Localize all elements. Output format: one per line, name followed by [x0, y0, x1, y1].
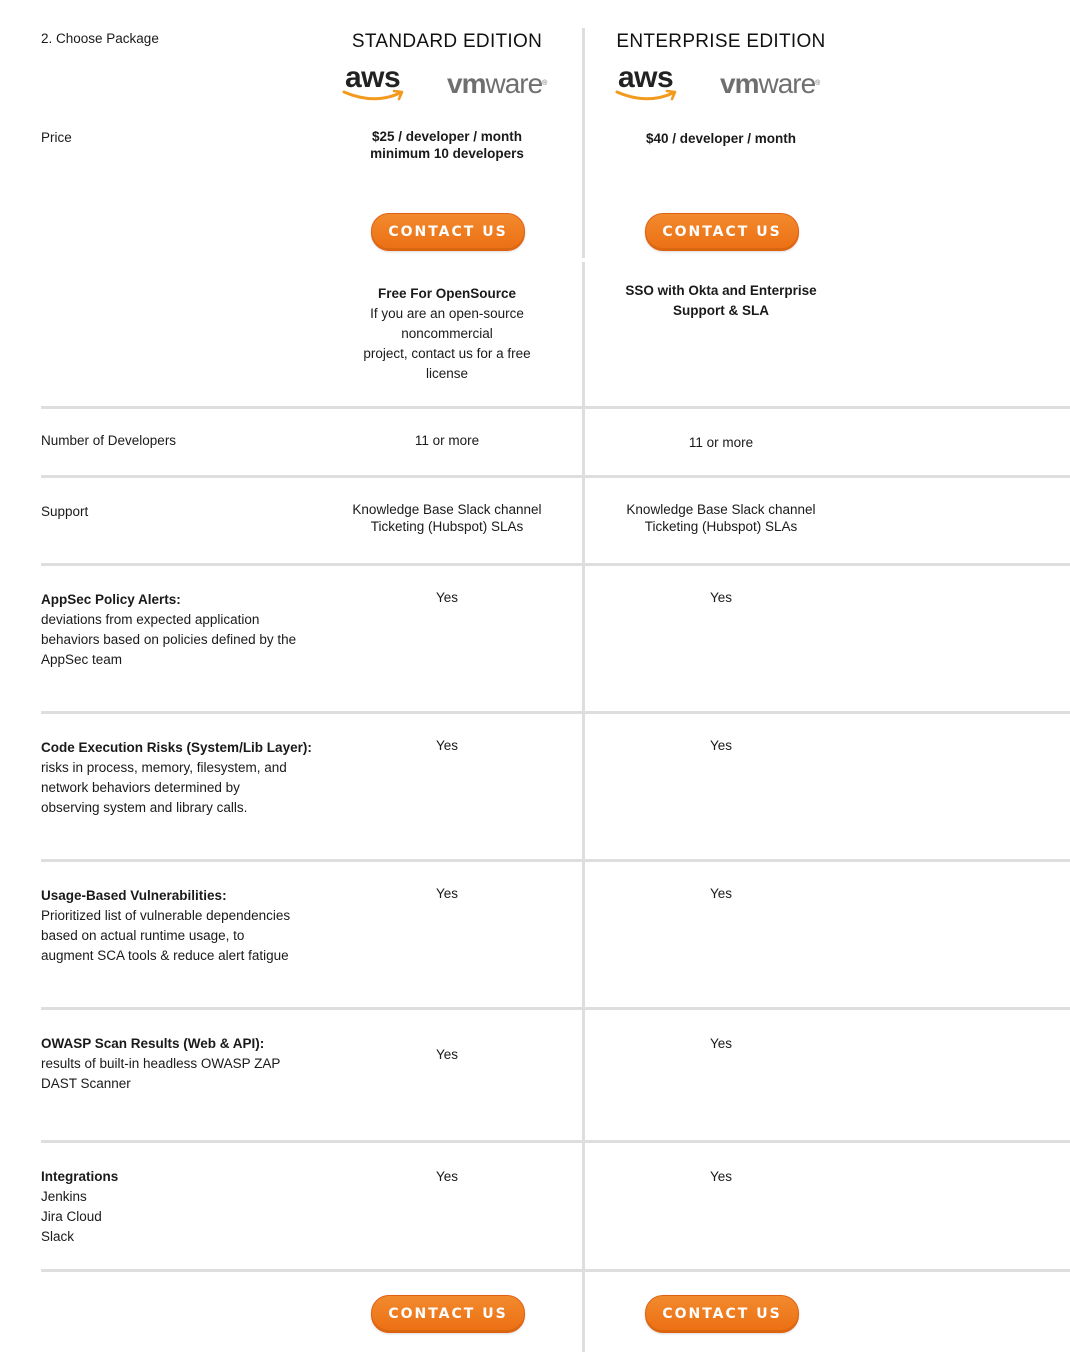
- row-divider: [41, 711, 1070, 714]
- enterprise-note-title-line2: Support & SLA: [673, 303, 769, 318]
- enterprise-note: [586, 281, 856, 321]
- enterprise-appsec: Yes: [709, 590, 733, 605]
- standard-support-line1: Knowledge Base Slack channel: [352, 502, 542, 517]
- column-divider: [582, 262, 585, 1352]
- standard-footer-contact-button[interactable]: CONTACT US: [371, 1295, 525, 1333]
- standard-code-exec: Yes: [435, 738, 459, 753]
- enterprise-price: [586, 131, 856, 148]
- row-label-desc: results of built-in headless OWASP ZAP: [41, 1056, 281, 1071]
- aws-logo: aws: [618, 61, 674, 94]
- enterprise-developers: 11 or more: [688, 435, 754, 450]
- enterprise-logos: [613, 61, 843, 108]
- row-label-title: OWASP Scan Results (Web & API):: [41, 1036, 265, 1051]
- enterprise-usage-vuln: Yes: [709, 886, 733, 901]
- vmware-logo-mark: ®: [542, 80, 548, 87]
- standard-support-line2: Ticketing (Hubspot) SLAs: [370, 518, 524, 534]
- enterprise-code-exec: Yes: [709, 738, 733, 753]
- vmware-logo: [720, 70, 820, 98]
- enterprise-note-title-line1: SSO with Okta and Enterprise: [625, 283, 817, 298]
- row-label-desc: observing system and library calls.: [41, 800, 248, 815]
- row-label-text: Support: [41, 504, 89, 519]
- standard-edition-title: STANDARD EDITION: [351, 31, 543, 52]
- row-label-integrations: [41, 1167, 321, 1247]
- standard-note-line: license: [425, 366, 469, 381]
- standard-note-line: project, contact us for a free: [363, 346, 531, 361]
- row-label-title: Code Execution Risks (System/Lib Layer):: [41, 740, 312, 755]
- row-label-text: Number of Developers: [41, 433, 177, 448]
- standard-usage-vuln: Yes: [435, 886, 459, 901]
- row-label-price: [41, 128, 321, 148]
- standard-note-line: noncommercial: [401, 326, 493, 341]
- standard-support: [312, 502, 582, 535]
- vmware-logo-bold: vm: [447, 68, 486, 99]
- row-divider: [41, 406, 1070, 409]
- row-label-appsec: [41, 590, 321, 670]
- enterprise-footer-contact-button[interactable]: CONTACT US: [645, 1295, 799, 1333]
- row-divider: [41, 1007, 1070, 1010]
- aws-smile-icon: [342, 89, 406, 103]
- row-divider: [41, 1140, 1070, 1143]
- row-divider: [41, 1269, 1070, 1272]
- enterprise-edition-title: ENTERPRISE EDITION: [616, 31, 826, 52]
- aws-logo: aws: [345, 61, 401, 94]
- row-label-desc: network behaviors determined by: [41, 780, 240, 795]
- row-label-usage-vuln: [41, 886, 321, 966]
- enterprise-contact-button[interactable]: CONTACT US: [645, 213, 799, 251]
- row-label-desc: augment SCA tools & reduce alert fatigue: [41, 948, 289, 963]
- standard-developers: 11 or more: [414, 433, 480, 448]
- standard-price: [312, 129, 582, 162]
- vmware-logo-mark: ®: [815, 80, 821, 87]
- row-divider: [41, 563, 1070, 566]
- row-label-desc: AppSec team: [41, 652, 123, 667]
- row-divider: [41, 859, 1070, 862]
- standard-price-line1: $25 / developer / month: [371, 129, 523, 144]
- enterprise-integrations: Yes: [709, 1169, 733, 1184]
- row-label-support: [41, 502, 321, 522]
- row-divider: [41, 475, 1070, 478]
- standard-price-line2: minimum 10 developers: [370, 145, 524, 161]
- row-label-code-exec: [41, 738, 321, 818]
- row-label-owasp: [41, 1034, 321, 1094]
- aws-smile-icon: [615, 89, 679, 103]
- enterprise-support-line1: Knowledge Base Slack channel: [626, 502, 816, 517]
- row-label-desc: Prioritized list of vulnerable dependencies: [41, 908, 291, 923]
- vmware-logo: [447, 70, 547, 98]
- standard-contact-button[interactable]: CONTACT US: [371, 213, 525, 251]
- row-label-desc: based on actual runtime usage, to: [41, 928, 245, 943]
- row-label-desc: deviations from expected application: [41, 612, 260, 627]
- row-label-text: Price: [41, 130, 72, 145]
- row-label-desc: Slack: [41, 1229, 75, 1244]
- row-label-desc: behaviors based on policies defined by the: [41, 632, 297, 647]
- standard-appsec: Yes: [435, 590, 459, 605]
- row-label-developers: [41, 431, 321, 451]
- row-label-title: AppSec Policy Alerts:: [41, 592, 181, 607]
- vmware-logo-rest: ware: [758, 68, 816, 99]
- row-label-desc: risks in process, memory, filesystem, and: [41, 760, 287, 775]
- row-label-desc: Jira Cloud: [41, 1209, 102, 1224]
- enterprise-support-line2: Ticketing (Hubspot) SLAs: [644, 518, 798, 534]
- enterprise-support: [586, 502, 856, 535]
- column-divider: [582, 28, 585, 258]
- enterprise-owasp: Yes: [709, 1036, 733, 1051]
- vmware-logo-bold: vm: [720, 68, 759, 99]
- standard-note-title: Free For OpenSource: [377, 286, 517, 301]
- enterprise-price-line1: $40 / developer / month: [645, 131, 797, 146]
- row-label-desc: Jenkins: [41, 1189, 87, 1204]
- standard-note: [312, 284, 582, 384]
- row-label-title: Usage-Based Vulnerabilities:: [41, 888, 227, 903]
- standard-owasp: Yes: [435, 1047, 459, 1062]
- standard-note-line: If you are an open-source: [370, 306, 524, 321]
- standard-logos: [340, 61, 570, 108]
- row-label-desc: DAST Scanner: [41, 1076, 131, 1091]
- standard-integrations: Yes: [435, 1169, 459, 1184]
- vmware-logo-rest: ware: [485, 68, 543, 99]
- row-label-title: Integrations: [41, 1169, 119, 1184]
- step-label: 2. Choose Package: [41, 31, 159, 46]
